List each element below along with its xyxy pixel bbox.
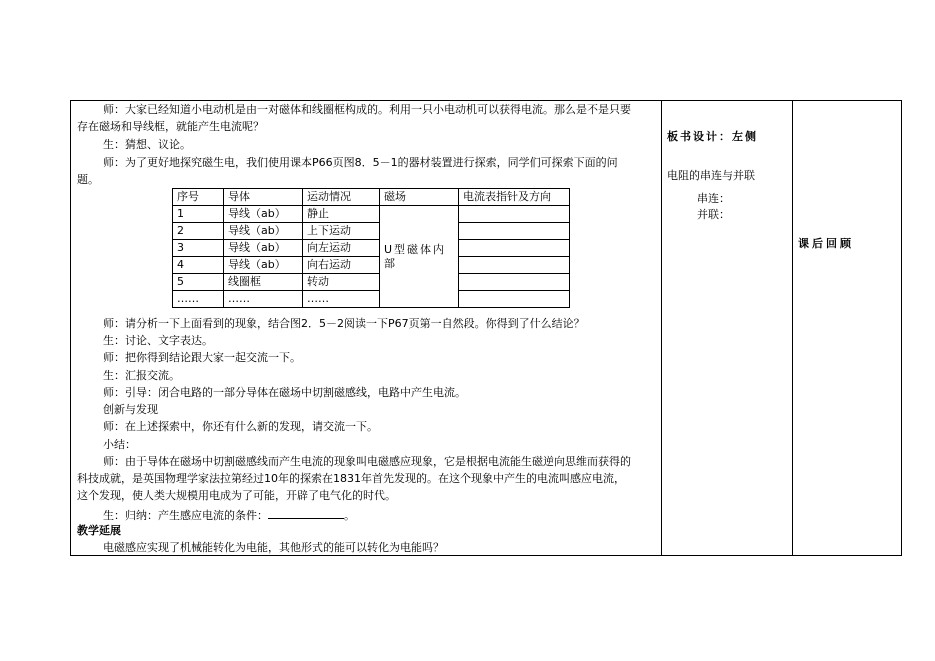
review-title: 课后回顾 xyxy=(798,237,854,250)
table-cell: 导线（ab） xyxy=(224,240,303,257)
text-line: 师：大家已经知道小电动机是由一对磁体和线圈框构成的。利用一只小电动机可以获得电流。那么是不是只要 xyxy=(103,103,631,116)
text-line: 题。 xyxy=(77,173,99,186)
board-parallel: 并联： xyxy=(697,208,730,221)
text-line: 电磁感应实现了机械能转化为电能，其他形式的能可以转化为电能吗？ xyxy=(103,541,444,554)
table-row xyxy=(173,291,570,308)
text-line: 这个发现，使人类大规模用电成为了可能，开辟了电气化的时代。 xyxy=(77,489,396,502)
table-cell-empty xyxy=(459,240,570,257)
text-line: 小结： xyxy=(103,438,136,451)
table-cell-empty xyxy=(459,274,570,291)
table-cell: 转动 xyxy=(303,274,380,291)
table-header: 运动情况 xyxy=(303,189,380,206)
table-cell-empty xyxy=(459,223,570,240)
table-row xyxy=(173,206,570,223)
table-cell: 导线（ab） xyxy=(224,257,303,274)
answer-blank xyxy=(268,507,344,519)
table-cell-text: U型磁体内 xyxy=(384,242,447,256)
table-cell: …… xyxy=(303,291,380,308)
table-cell: 向右运动 xyxy=(303,257,380,274)
table-cell: 上下运动 xyxy=(303,223,380,240)
table-cell: 向左运动 xyxy=(303,240,380,257)
table-cell: 导线（ab） xyxy=(224,223,303,240)
table-cell-empty xyxy=(459,291,570,308)
text-line: 师：引导：闭合电路的一部分导体在磁场中切割磁感线，电路中产生电流。 xyxy=(103,386,466,399)
text-line: 生：猜想、议论。 xyxy=(103,138,191,151)
magnetic-field-cell xyxy=(380,206,459,308)
text-punct: 。 xyxy=(344,509,355,522)
table-cell-empty xyxy=(459,206,570,223)
text-line: 生：汇报交流。 xyxy=(103,369,180,382)
table-header: 导体 xyxy=(224,189,303,206)
table-cell: 1 xyxy=(173,206,224,223)
text-line: 生：讨论、文字表达。 xyxy=(103,334,213,347)
table-row xyxy=(173,223,570,240)
table-header: 磁场 xyxy=(380,189,459,206)
table-header-row xyxy=(173,189,570,206)
table-cell-text: 部 xyxy=(384,256,395,270)
table-cell: 2 xyxy=(173,223,224,240)
text-line: 师：为了更好地探究磁生电，我们使用课本P66页图8．5－1的器材装置进行探索，同学们可探索下面的问 xyxy=(103,156,618,169)
table-cell: 4 xyxy=(173,257,224,274)
table-header: 电流表指针及方向 xyxy=(459,189,570,206)
text-line: 存在磁场和导线框，就能产生电流呢？ xyxy=(77,120,264,133)
table-cell: 3 xyxy=(173,240,224,257)
lesson-table xyxy=(70,100,902,556)
table-cell: 静止 xyxy=(303,206,380,223)
text-line: 生：归纳：产生感应电流的条件： xyxy=(103,509,268,522)
table-cell-empty xyxy=(459,257,570,274)
table-cell: 线圈框 xyxy=(224,274,303,291)
text-line: 师：把你得到结论跟大家一起交流一下。 xyxy=(103,351,301,364)
column-divider xyxy=(792,101,793,555)
text-line: 科技成就，是英国物理学家法拉第经过10年的探索在1831年首先发现的。在这个现象中产生的电流叫感应电流， xyxy=(77,472,625,485)
column-divider xyxy=(661,101,662,555)
table-row xyxy=(173,274,570,291)
table-row xyxy=(173,257,570,274)
table-cell: 5 xyxy=(173,274,224,291)
table-cell: …… xyxy=(173,291,224,308)
table-cell: …… xyxy=(224,291,303,308)
table-cell: 导线（ab） xyxy=(224,206,303,223)
text-line: 师：在上述探索中，你还有什么新的发现，请交流一下。 xyxy=(103,420,378,433)
conditions-line xyxy=(103,507,355,523)
board-design-title: 板书设计：左侧 xyxy=(667,130,758,143)
text-line: 师：由于导体在磁场中切割磁感线而产生电流的现象叫电磁感应现象，它是根据电流能生磁逆向思维而获得的 xyxy=(103,455,631,468)
experiment-table xyxy=(172,188,570,308)
table-row xyxy=(173,240,570,257)
text-line: 创新与发现 xyxy=(103,403,158,416)
board-series: 串连： xyxy=(697,192,730,205)
text-line: 师：请分析一下上面看到的现象，结合图2．5－2阅读一下P67页第一自然段。你得到了什么结论？ xyxy=(103,317,585,330)
board-topic: 电阻的串连与并联 xyxy=(667,169,755,182)
section-heading: 教学延展 xyxy=(77,524,121,537)
table-header: 序号 xyxy=(173,189,224,206)
